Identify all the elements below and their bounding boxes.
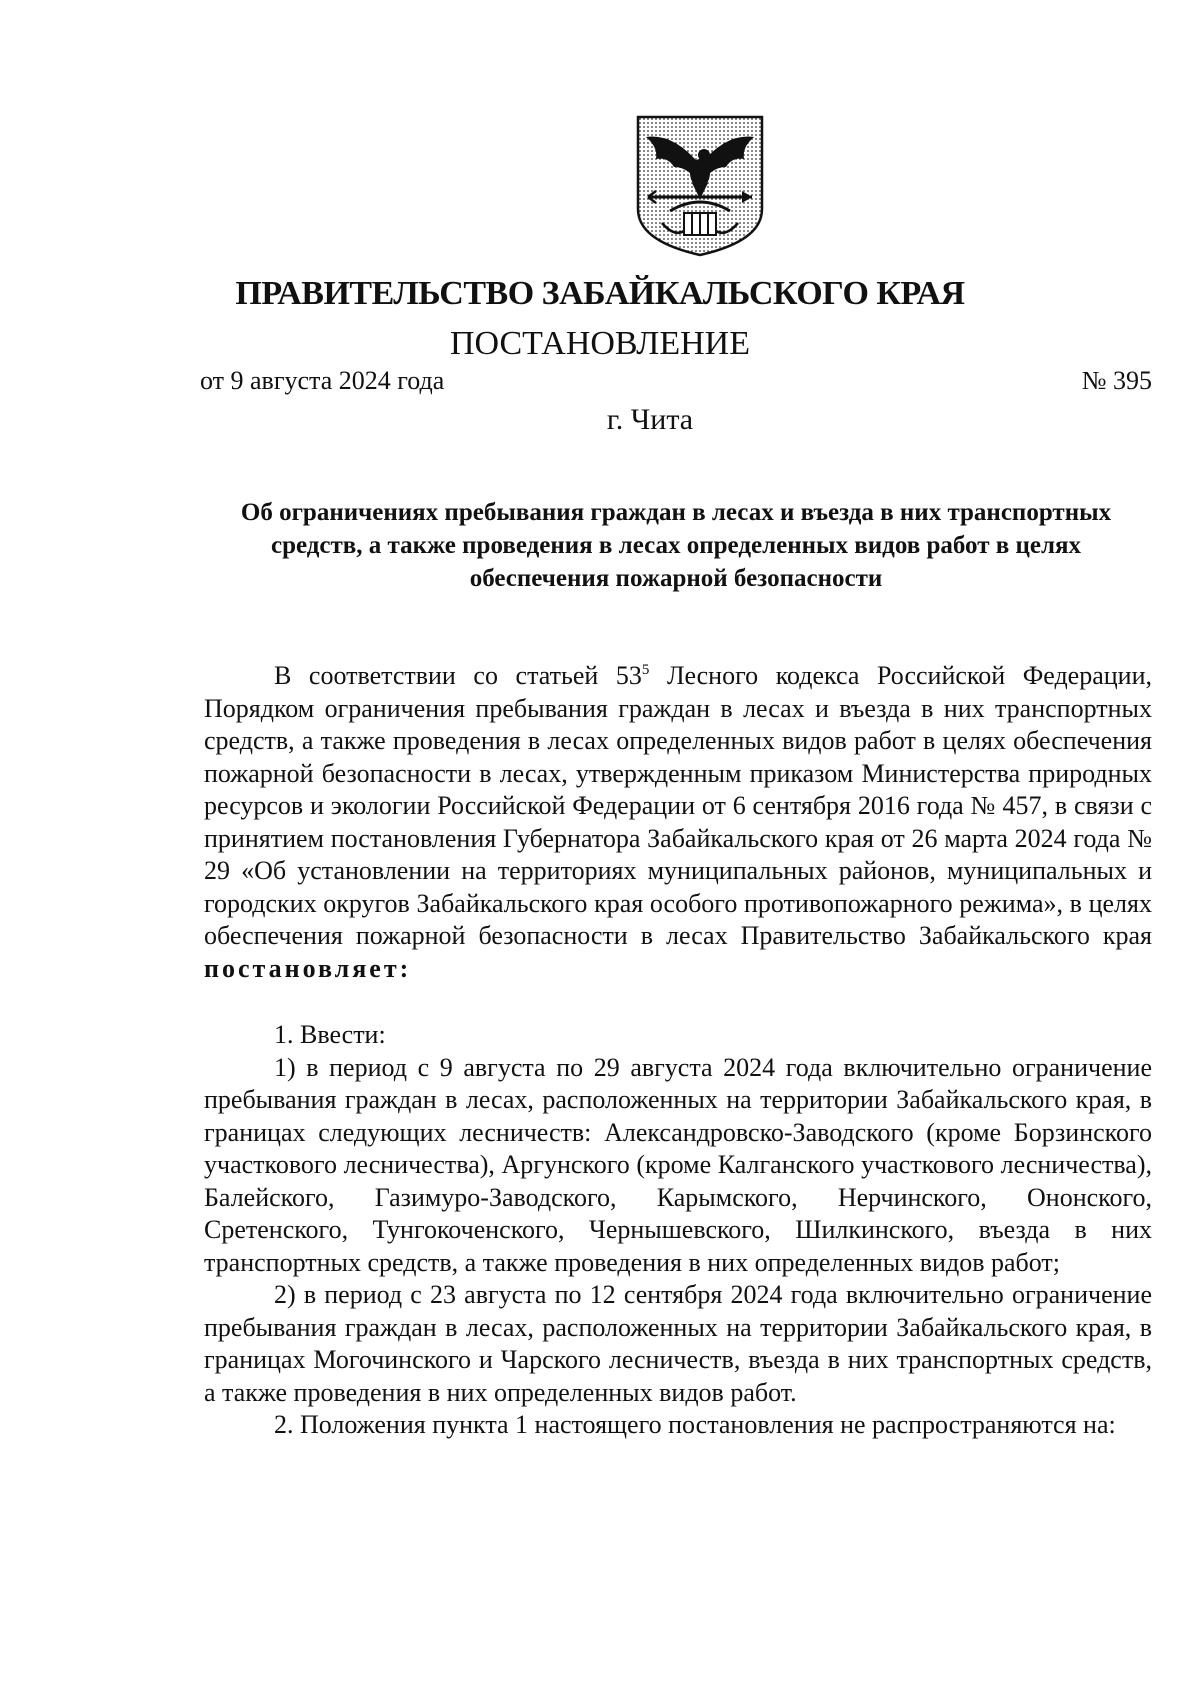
preamble-paragraph (204, 660, 1152, 985)
document-type: ПОСТАНОВЛЕНИЕ (449, 325, 751, 362)
coat-of-arms-icon (634, 113, 766, 258)
preamble-part2: Лесного кодекса Российской Федерации, Порядком ограничения пребывания граждан в лесах и въезда в них транспортных средств, а также проведения в лесах определенных видов работ в целях обеспечения пожарной безопасности в лесах, утвержденным приказом Министерства природных ресурсов и экологии Российской Федерации от 6 сентября 2016 года № 457, в связи с принятием постановления Губернатора Забайкальского края от 26 марта 2024 года № 29 «Об установлении на территориях муниципальных районов, муниципальных и городских округов Забайкальского края особого противопожарного режима», в целях обеспечения пожарной безопасности в лесах Правительство Забайкальского края (204, 661, 1152, 950)
article-superscript: 5 (641, 662, 650, 678)
document-body (204, 660, 1152, 1442)
document-date: от 9 августа 2024 года (200, 366, 445, 395)
item-1-sub-1: 1) в период с 9 августа по 29 августа 2024 года включительно ограничение пребывания граждан в лесах, расположенных на территории Забайкальского края, в границах следующих лесничеств: Александровско-Заводского (кроме Борзинского участкового лесничества), Аргунского (кроме Калганского участкового лесничества), Балейского, Газимуро-Заводского, Карымского, Нерчинского, Ононского, Сретенского, Тунгокоченского, Чернышевского, Шилкинского, въезда в них транспортных средств, а также проведения в них определенных видов работ; (204, 1052, 1152, 1277)
document-heading: Об ограничениях пребывания граждан в лесах и въезда в них транспортных средств, а также проведения в лесах определенных видов работ в целях обеспечения пожарной безопасности (240, 499, 1112, 592)
document-number: № 395 (1081, 366, 1152, 395)
document-city: г. Чита (606, 403, 694, 436)
government-title: ПРАВИТЕЛЬСТВО ЗАБАЙКАЛЬСКОГО КРАЯ (235, 275, 965, 312)
item-1-sub-2: 2) в период с 23 августа по 12 сентября 2024 года включительно ограничение пребывания граждан в лесах, расположенных на территории Забайкальского края, в границах Могочинского и Чарского лесничеств, въезда в них транспортных средств, а также проведения в них определенных видов работ. (204, 1280, 1152, 1407)
decree-word: постановляет: (204, 953, 412, 983)
preamble-part1: В соответствии со статьей 53 (274, 661, 642, 690)
item-2: 2. Положения пункта 1 настоящего постановления не распространяются на: (274, 1410, 1116, 1439)
item-1-title: 1. Ввести: (274, 1020, 386, 1049)
